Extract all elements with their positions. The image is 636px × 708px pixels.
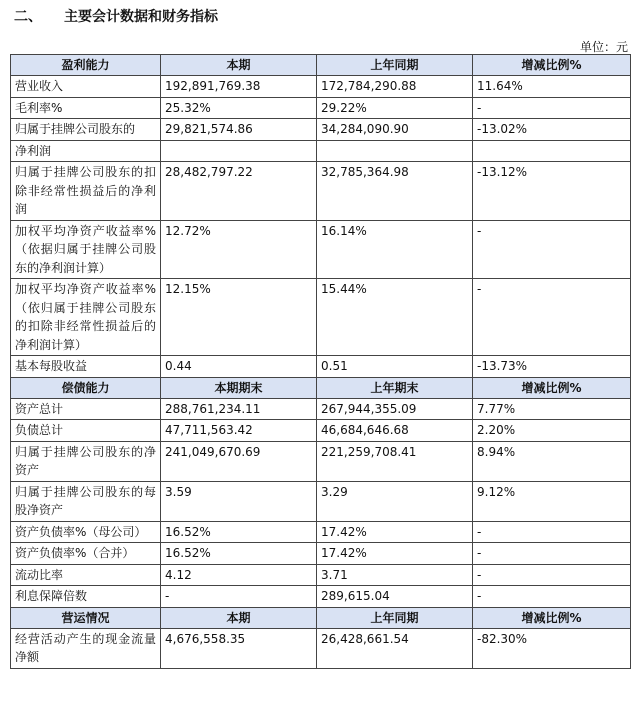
table-header-row [11, 55, 631, 76]
cell-previous: 3.71 [317, 564, 473, 586]
row-label: 利息保障倍数 [11, 586, 161, 608]
row-label: 归属于挂牌公司股东的 [11, 119, 161, 141]
row-label: 流动比率 [11, 564, 161, 586]
cell-previous: 17.42% [317, 543, 473, 565]
cell-change: - [473, 97, 631, 119]
cell-previous: 221,259,708.41 [317, 441, 473, 481]
cell-previous: 0.51 [317, 356, 473, 378]
cell-current: 0.44 [161, 356, 317, 378]
cell-current [161, 140, 317, 162]
cell-change: - [473, 564, 631, 586]
cell-current: 3.59 [161, 481, 317, 521]
header-cell: 偿债能力 [11, 377, 161, 398]
cell-change: - [473, 279, 631, 356]
cell-previous: 15.44% [317, 279, 473, 356]
cell-previous: 16.14% [317, 220, 473, 279]
table-header-row [11, 607, 631, 628]
cell-previous: 46,684,646.68 [317, 420, 473, 442]
table-row [11, 481, 631, 521]
cell-previous: 32,785,364.98 [317, 162, 473, 221]
cell-change: -13.73% [473, 356, 631, 378]
cell-previous: 29.22% [317, 97, 473, 119]
cell-current: 16.52% [161, 521, 317, 543]
header-cell: 本期 [161, 55, 317, 76]
row-label: 归属于挂牌公司股东的净资产 [11, 441, 161, 481]
unit-label: 单位：元 [579, 40, 628, 54]
header-cell: 盈利能力 [11, 55, 161, 76]
table-row [11, 543, 631, 565]
row-label: 资产负债率%（合并） [11, 543, 161, 565]
cell-current: 29,821,574.86 [161, 119, 317, 141]
header-cell: 营运情况 [11, 607, 161, 628]
table-row [11, 279, 631, 356]
cell-change: 2.20% [473, 420, 631, 442]
row-label: 加权平均净资产收益率%（依据归属于挂牌公司股东的净利润计算） [11, 220, 161, 279]
cell-current: 12.15% [161, 279, 317, 356]
table-row [11, 521, 631, 543]
cell-current: 25.32% [161, 97, 317, 119]
cell-change: - [473, 586, 631, 608]
cell-current: 28,482,797.22 [161, 162, 317, 221]
cell-change: 8.94% [473, 441, 631, 481]
cell-change: 11.64% [473, 76, 631, 98]
table-row [11, 441, 631, 481]
cell-current: 12.72% [161, 220, 317, 279]
cell-current: 16.52% [161, 543, 317, 565]
table-row [11, 356, 631, 378]
table-row [11, 119, 631, 141]
cell-previous: 172,784,290.88 [317, 76, 473, 98]
row-label: 资产总计 [11, 398, 161, 420]
cell-change: -82.30% [473, 628, 631, 668]
row-label: 资产负债率%（母公司） [11, 521, 161, 543]
header-cell: 本期 [161, 607, 317, 628]
row-label: 基本每股收益 [11, 356, 161, 378]
row-label: 加权平均净资产收益率%（依归属于挂牌公司股东的扣除非经常性损益后的净利润计算） [11, 279, 161, 356]
table-row [11, 220, 631, 279]
row-label: 归属于挂牌公司股东的每股净资产 [11, 481, 161, 521]
table-row [11, 76, 631, 98]
table-row [11, 398, 631, 420]
table-header-row [11, 377, 631, 398]
cell-change [473, 140, 631, 162]
cell-change: 9.12% [473, 481, 631, 521]
section-title: 主要会计数据和财务指标 [64, 9, 218, 25]
cell-change: 7.77% [473, 398, 631, 420]
cell-current: - [161, 586, 317, 608]
cell-current: 288,761,234.11 [161, 398, 317, 420]
table-row [11, 586, 631, 608]
header-cell: 增减比例% [473, 607, 631, 628]
row-label: 归属于挂牌公司股东的扣除非经常性损益后的净利润 [11, 162, 161, 221]
cell-previous [317, 140, 473, 162]
row-label: 毛利率% [11, 97, 161, 119]
financial-indicators-table [10, 54, 631, 669]
row-label: 负债总计 [11, 420, 161, 442]
header-cell: 本期期末 [161, 377, 317, 398]
cell-change: - [473, 543, 631, 565]
section-heading [14, 6, 218, 26]
row-label: 营业收入 [11, 76, 161, 98]
cell-previous: 289,615.04 [317, 586, 473, 608]
header-cell: 上年同期 [317, 607, 473, 628]
table-row [11, 628, 631, 668]
cell-change: - [473, 521, 631, 543]
row-label: 净利润 [11, 140, 161, 162]
cell-current: 4.12 [161, 564, 317, 586]
cell-change: -13.12% [473, 162, 631, 221]
cell-current: 47,711,563.42 [161, 420, 317, 442]
header-cell: 上年同期 [317, 55, 473, 76]
cell-current: 241,049,670.69 [161, 441, 317, 481]
cell-previous: 3.29 [317, 481, 473, 521]
header-cell: 上年期末 [317, 377, 473, 398]
table-row [11, 420, 631, 442]
header-cell: 增减比例% [473, 377, 631, 398]
cell-previous: 26,428,661.54 [317, 628, 473, 668]
cell-change: -13.02% [473, 119, 631, 141]
table-row [11, 564, 631, 586]
cell-change: - [473, 220, 631, 279]
row-label: 经营活动产生的现金流量净额 [11, 628, 161, 668]
cell-previous: 267,944,355.09 [317, 398, 473, 420]
cell-previous: 34,284,090.90 [317, 119, 473, 141]
cell-previous: 17.42% [317, 521, 473, 543]
table-row [11, 97, 631, 119]
cell-current: 4,676,558.35 [161, 628, 317, 668]
header-cell: 增减比例% [473, 55, 631, 76]
table-row [11, 162, 631, 221]
table-row [11, 140, 631, 162]
section-number: 二、 [14, 9, 42, 25]
cell-current: 192,891,769.38 [161, 76, 317, 98]
